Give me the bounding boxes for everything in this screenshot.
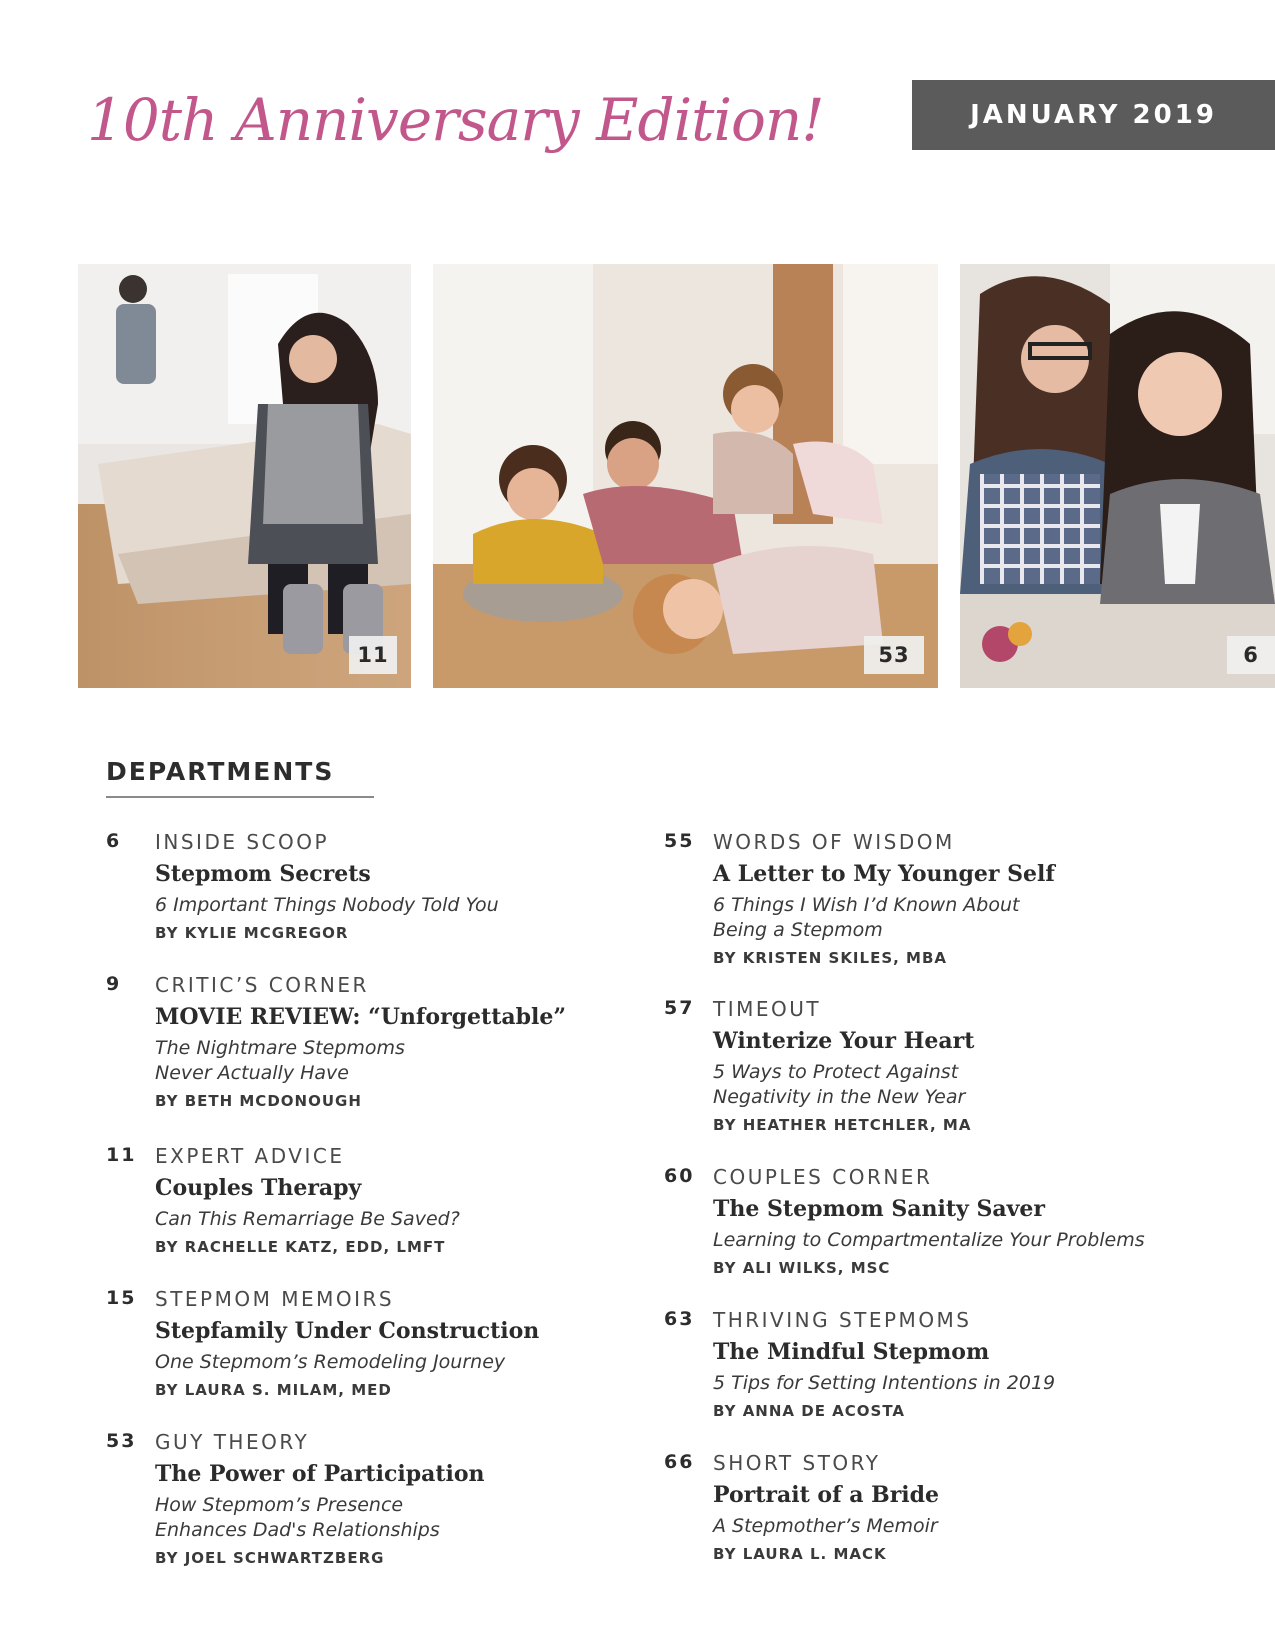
article-title: The Power of Participation — [155, 1461, 485, 1487]
article-title: Stepmom Secrets — [155, 861, 371, 887]
article-title: MOVIE REVIEW: “Unforgettable” — [155, 1004, 567, 1030]
article-subtitle: 5 Ways to Protect Against Negativity in the New Year — [713, 1061, 966, 1108]
article-subtitle: 6 Important Things Nobody Told You — [155, 894, 499, 916]
byline: BY ALI WILKS, MSC — [713, 1259, 891, 1277]
toc-entry[interactable] — [106, 1287, 666, 1399]
article-subtitle: Learning to Compartmentalize Your Problems — [713, 1229, 1145, 1251]
page-number: 53 — [106, 1430, 137, 1452]
family-illustration — [433, 264, 938, 688]
toc-entry[interactable] — [664, 1308, 1224, 1420]
toc-entry[interactable] — [664, 830, 1224, 967]
article-title: The Mindful Stepmom — [713, 1339, 990, 1365]
article-title: Couples Therapy — [155, 1175, 362, 1201]
page-number-badge: 6 — [1227, 636, 1275, 674]
page-number: 6 — [106, 830, 122, 852]
article-subtitle: How Stepmom’s Presence Enhances Dad's Relationships — [155, 1494, 440, 1541]
toc-entry[interactable] — [106, 1430, 666, 1567]
woman-sitting-photo[interactable] — [78, 264, 411, 688]
category-label: TIMEOUT — [713, 997, 822, 1021]
byline: BY BETH MCDONOUGH — [155, 1092, 362, 1110]
departments-heading: DEPARTMENTS — [106, 757, 335, 786]
category-label: THRIVING STEPMOMS — [713, 1308, 972, 1332]
category-label: STEPMOM MEMOIRS — [155, 1287, 395, 1311]
toc-entry[interactable] — [664, 1165, 1224, 1277]
category-label: GUY THEORY — [155, 1430, 310, 1454]
article-subtitle: A Stepmother’s Memoir — [713, 1515, 938, 1537]
page-number: 57 — [664, 997, 695, 1019]
article-subtitle: 5 Tips for Setting Intentions in 2019 — [713, 1372, 1056, 1394]
page-number: 11 — [106, 1144, 137, 1166]
page-number-badge: 11 — [349, 636, 397, 674]
category-label: COUPLES CORNER — [713, 1165, 933, 1189]
family-on-floor-photo[interactable] — [433, 264, 938, 688]
article-subtitle: Can This Remarriage Be Saved? — [155, 1208, 460, 1230]
women-illustration — [960, 264, 1275, 688]
article-subtitle: 6 Things I Wish I’d Known About Being a Stepmom — [713, 894, 1020, 941]
byline: BY JOEL SCHWARTZBERG — [155, 1549, 385, 1567]
article-title: The Stepmom Sanity Saver — [713, 1196, 1045, 1222]
byline: BY KRISTEN SKILES, MBA — [713, 949, 948, 967]
edition-title: 10th Anniversary Edition! — [87, 86, 824, 154]
toc-entry[interactable] — [106, 1144, 666, 1256]
category-label: CRITIC’S CORNER — [155, 973, 369, 997]
page-number: 63 — [664, 1308, 695, 1330]
toc-entry[interactable] — [106, 973, 666, 1110]
toc-entry[interactable] — [106, 830, 666, 942]
page-number: 60 — [664, 1165, 695, 1187]
page-number: 15 — [106, 1287, 137, 1309]
article-subtitle: One Stepmom’s Remodeling Journey — [155, 1351, 506, 1373]
toc-entry[interactable] — [664, 997, 1224, 1134]
byline: BY LAURA S. MILAM, MED — [155, 1381, 392, 1399]
page-number: 66 — [664, 1451, 695, 1473]
byline: BY RACHELLE KATZ, EDD, LMFT — [155, 1238, 446, 1256]
category-label: EXPERT ADVICE — [155, 1144, 345, 1168]
toc-entry[interactable] — [664, 1451, 1224, 1563]
category-label: WORDS OF WISDOM — [713, 830, 955, 854]
page-number: 9 — [106, 973, 122, 995]
article-title: Winterize Your Heart — [713, 1028, 975, 1054]
byline: BY HEATHER HETCHLER, MA — [713, 1116, 972, 1134]
article-title: Stepfamily Under Construction — [155, 1318, 540, 1344]
women-whispering-photo[interactable] — [960, 264, 1275, 688]
woman-sitting-illustration — [78, 264, 411, 688]
category-label: INSIDE SCOOP — [155, 830, 330, 854]
departments-underline — [106, 796, 374, 798]
issue-date-banner: JANUARY 2019 — [912, 80, 1275, 150]
byline: BY KYLIE MCGREGOR — [155, 924, 349, 942]
article-title: Portrait of a Bride — [713, 1482, 940, 1508]
page-number-badge: 53 — [864, 636, 924, 674]
category-label: SHORT STORY — [713, 1451, 881, 1475]
article-subtitle: The Nightmare Stepmoms Never Actually Have — [155, 1037, 405, 1084]
byline: BY LAURA L. MACK — [713, 1545, 887, 1563]
byline: BY ANNA DE ACOSTA — [713, 1402, 906, 1420]
page-number: 55 — [664, 830, 695, 852]
article-title: A Letter to My Younger Self — [713, 861, 1055, 887]
